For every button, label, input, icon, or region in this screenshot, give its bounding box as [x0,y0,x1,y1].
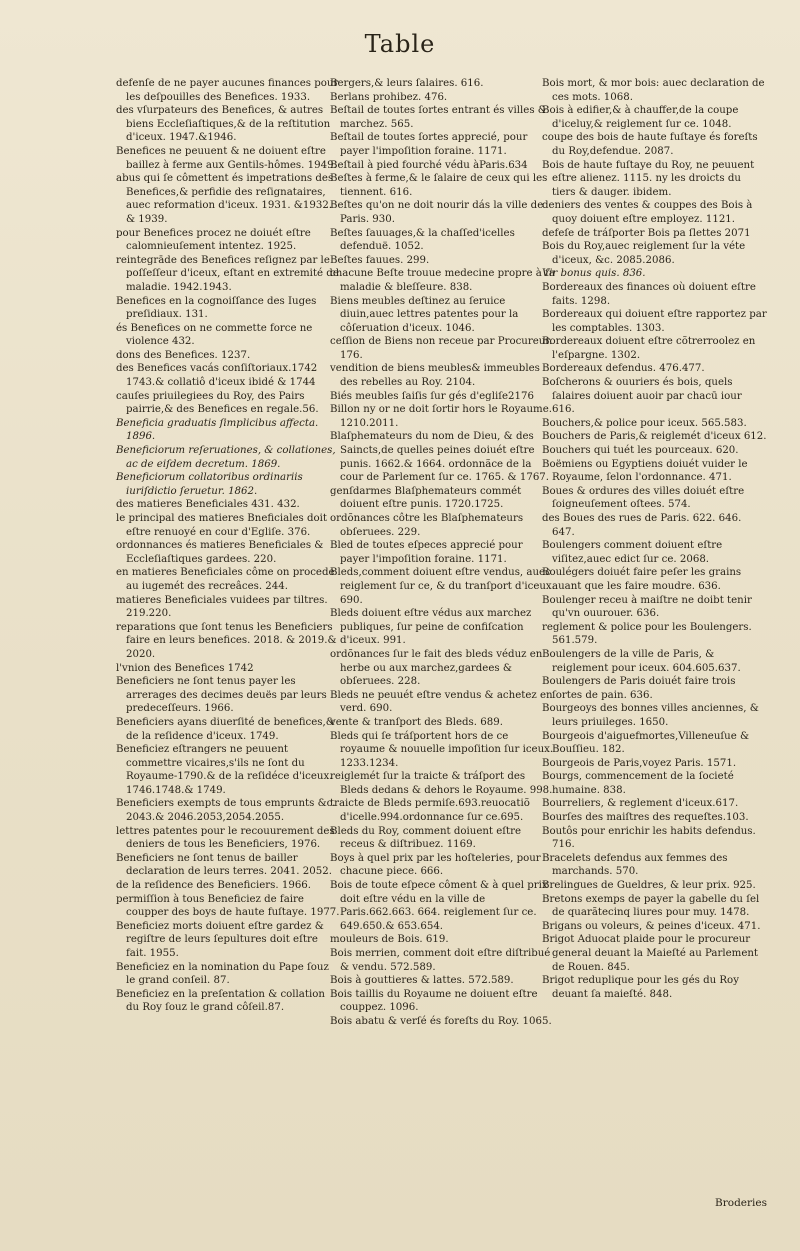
index-entry: és Benefices on ne commette force ne violence 432. [116,322,313,348]
index-entry: Biens meubles deſtinez au ſeruice diuin,auec lettres patentes pour la côſeruation d'iceux. 1046. [330,295,519,334]
index-entry: reiglemét ſur la traicte & tráſport des Bleds dedans & dehors le Royaume. 998. [330,771,553,796]
index-entry: ordõnances ſur le fait des bleds véduz en herbe ou aux marchez,gardees & obſeruees. 228. [330,648,543,688]
index-entry: Bouchers,& police pour iceux. 565.583. [542,417,747,429]
index-entry: Vir bonus quis. 836. [542,268,646,280]
index-column-1 [116,77,341,1015]
index-entry: Boues & ordures des villes doiuét eſtre ſoigneuſement oſtees. 574. [542,485,745,511]
index-entry: ceſſion de Biens non receue par Procureur. 176. [330,336,553,361]
index-entry: Beſtail de toutes ſortes apprecié, pour payer l'impoſition foraine. 1171. [330,132,528,157]
index-entry: en matieres Beneficiales côme on procede au iugemét des recreâces. 244. [116,567,335,592]
index-entry: de la reſidence des Beneficiers. 1966. [116,880,312,892]
index-entry: Bordereaux qui doiuent eſtre rapportez par les comptables. 1303. [542,309,767,334]
index-entry: Boëmiens ou Egyptiens doiuét vuider le Royaume, ſelon l'ordonnance. 471. [542,458,748,484]
index-entry: Boys à quel prix par les hoſteleries, pour chacune piece. 666. [330,852,541,878]
index-entry: Bois de haute fuſtaye du Roy, ne peuuent eſtre alienez. 1115. ny les droicts du tiers & dauger. ibidem. [542,159,755,198]
index-entry: Boulengers de la ville de Paris, & reiglement pour iceux. 604.605.637. [542,648,741,674]
index-entry: Billon ny or ne doit ſortir hors le Royaume. 1210.2011. [330,404,552,429]
index-entry: Boſcherons & ouuriers és bois, quels ſalaires doiuent auoir par chacū iour 616. [542,377,742,416]
index-entry: cauſes priuilegiees du Roy, des Pairs pairrie,& des Benefices en regale.56. [116,390,319,416]
index-entry: Bordereaux doiuent eſtre cõtrerroolez en l'eſpargne. 1302. [542,336,756,361]
index-entry: des matieres Beneficiales 431. 432. [116,499,300,511]
index-entry: reparations que ſont tenus les Beneficiers faire en leurs benefices. 2018. & 2019.& 2020. [116,621,337,660]
index-entry: reglement & police pour les Boulengers. 561.579. [542,621,752,647]
index-entry: Boulengers de Paris doiuét faire trois ſortes de pain. 636. [542,676,736,701]
index-entry: Blaſphemateurs du nom de Dieu, & des Saincts,de quelles peines doiuét eſtre punis. 1662.& 1664. ordonnãce de la cour de Parlement ſur ce. 1765. & 1767. [330,431,550,484]
index-entry: chacune Beſte trouue medecine propre à ſa maladie & bleſſeure. 838. [330,268,555,293]
index-entry: Beneficiers ayans diuerſité de benefices,& de la reſidence d'iceux. 1749. [116,716,335,742]
index-entry: defenſe de ne payer aucunes finances pour les deſpouilles des Benefices. 1933. [116,78,339,103]
catchword: Broderies [715,1197,767,1209]
index-entry: Beneficiers exempts de tous emprunts &c. 2043.& 2046.2053,2054.2055. [116,798,336,824]
index-entry: Bleds ne peuuét eſtre vendus & achetez en verd. 690. [330,689,553,715]
index-entry: Boulenger receu à maiſtre ne doibt tenir qu'vn ouurouer. 636. [542,594,752,620]
index-entry: des Boues des rues de Paris. 622. 646. 647. [542,513,742,538]
index-entry: Beneficiers ne ſont tenus de bailler declaration de leurs terres. 2041. 2052. [116,852,332,878]
index-entry: vente & tranſport des Bleds. 689. [330,716,503,728]
index-entry: Brigot Aduocat plaide pour le procureur general deuant la Maieſté au Parlement de Rouen. 845. [542,934,758,973]
index-entry: genſdarmes Blaſphemateurs commét doiuent eſtre punis. 1720.1725. [330,485,522,511]
index-entry: Brelingues de Gueldres, & leur prix. 925. [542,880,756,892]
index-entry: Boulégers doiuét faire peſer les grains auant que les faire moudre. 636. [542,567,742,592]
index-entry: ordõnances côtre les Blaſphemateurs obſeruees. 229. [330,513,524,538]
index-entry: le principal des matieres Bneficiales doit eſtre renuoyé en cour d'Egliſe. 376. [116,513,327,538]
index-entry: Bois à gouttieres & lattes. 572.589. [330,975,514,987]
index-entry: mouleurs de Bois. 619. [330,934,449,946]
page-header: Table [364,30,436,58]
index-entry: matieres Beneficiales vuidees par tiltres. 219.220. [116,594,328,620]
index-entry: Bois mort, & mor bois: auec declaration de ces mots. 1068. [542,78,765,103]
index-entry: des Benefices vacás conſiſtoriaux.1742 1743.& collatiô d'iceux ibidé & 1744 [116,363,318,389]
index-entry: ordonnances és matieres Beneficiales & Eccleſiaſtiques gardees. 220. [116,540,324,565]
index-entry: Bouchers qui tuét les pourceaux. 620. [542,445,739,457]
index-entry: Bleds qui ſe tráſportent hors de ce royaume & nouuelle impoſition ſur iceux. 1233.1234. [330,730,554,769]
index-entry: Bordereaux defendus. 476.477. [542,363,705,375]
index-entry: Bourgeois de Paris,voyez Paris. 1571. [542,757,737,769]
index-entry: Bouchers de Paris,& reiglemét d'iceux 612. [542,431,767,443]
index-entry: Beneficiorum reſeruationes, & collationes, ac de eiſdem decretum. 1869. [116,445,336,470]
index-entry: Bleds,comment doiuent eſtre vendus, auec reiglement ſur ce, & du tranſport d'iceux. 690. [330,567,555,606]
index-entry: Beneficiez en la nomination du Pape ſouz le grand conſeil. 87. [116,961,329,987]
index-entry: l'vnion des Benefices 1742 [116,662,254,674]
index-entry: Bleds doiuent eſtre védus aux marchez publiques, ſur peine de confiſcation d'iceux. 991. [330,608,532,647]
index-entry: permiſſion à tous Beneficiez de faire coupper des boys de haute fuſtaye. 1977. [116,893,340,919]
index-entry: dons des Benefices. 1237. [116,349,251,361]
index-entry: Bretons exemps de payer la gabelle du ſel de quarãtecinq liures pour muy. 1478. [542,893,760,919]
index-entry: Boutôs pour enrichir les habits defendus. 716. [542,825,756,851]
index-entry: Bordereaux des finances où doiuent eſtre faits. 1298. [542,281,756,307]
index-entry: Beſtail à pied fourché védu àParis.634 [330,159,528,171]
index-entry: pour Benefices procez ne doiuét eſtre calomnieuſement intentez. 1925. [116,227,311,253]
index-entry: Bourgs, commencement de la ſocieté humaine. 838. [542,771,734,796]
index-entry: Brigot reduplique pour les gés du Roy deuant ſa maieſté. 848. [542,975,739,1000]
index-entry: Bois taillis du Royaume ne doiuent eſtre couppez. 1096. [330,988,538,1014]
index-entry: Beſtes fauues. 299. [330,254,430,266]
index-entry: Brigans ou voleurs, & peines d'iceux. 471. [542,920,761,932]
index-entry: Bled de toutes eſpeces apprecié pour payer l'impoſition foraine. 1171. [330,540,523,565]
index-entry: Bracelets defendus aux femmes des marchands. 570. [542,852,728,878]
index-entry: Beneficiorum collatoribus ordinariis iuriſdictio ſeruetur. 1862. [116,472,303,497]
index-entry: abus qui ſe cômettent és impetrations des Benefices,& perfidie des reſignataires, auec reformation d'iceux. 1931. &1932. & 1939. [116,173,334,225]
index-entry: Beneficiez eſtrangers ne peuuent commettre vicaires,s'ils ne ſont du Royaume-1790.& de la reſidéce d'iceux. 1746.1748.& 1749. [116,744,333,796]
index-entry: Bois merrien, comment doit eſtre diſtribué & vendu. 572.589. [330,948,551,973]
index-entry: traicte de Bleds permiſe.693.reuocatiõ d'icelle.994.ordonnance ſur ce.695. [330,798,530,824]
index-entry: coupe des bois de haute fuſtaye és foreſts du Roy,defendue. 2087. [542,132,758,157]
index-entry: des vſurpateurs des Benefices, & autres biens Eccleſiaſtiques,& de la reſtitution d'iceux. 1947.&1946. [116,105,331,144]
index-entry: Beneficiers ne ſont tenus payer les arrerages des decimes deuës par leurs predeceſſeurs. 1966. [116,676,327,715]
index-entry: Biés meubles ſaiſis ſur gés d'egliſe2176 [330,390,534,402]
index-entry: Beneficia graduatis ſimplicibus affecta. 1896. [116,417,319,443]
index-entry: Beſtes à ferme,& le ſalaire de ceux qui les tiennent. 616. [330,173,548,198]
index-entry: Beneficiez morts doiuent eſtre gardez & regiſtre de leurs ſepultures doit eſtre fait. 1955. [116,920,324,959]
index-entry: Bourgeois d'aiguefmortes,Villeneuſue & Bouſſieu. 182. [542,730,750,756]
index-entry: Benefices en la cognoiſſance des Iuges preſidiaux. 131. [116,295,317,321]
index-entry: Bourgeoys des bonnes villes anciennes, & leurs priuileges. 1650. [542,703,759,728]
index-entry: Beſtes qu'on ne doit nourir dás la ville de Paris. 930. [330,200,544,225]
index-entry: Bois du Roy,auec reiglement ſur la véte d'iceux, &c. 2085.2086. [542,241,746,266]
index-entry: Bourſes des maiſtres des requeſtes.103. [542,812,749,824]
index-entry: reintegrāde des Benefices reſignez par le poſſeſſeur d'iceux, eſtant en extremité de maladie. 1942.1943. [116,254,339,293]
index-entry: Bois abatu & verſé és foreſts du Roy. 1065. [330,1015,552,1027]
index-column-2 [330,77,555,1029]
index-entry: Benefices ne peuuent & ne doiuent eſtre baillez à ferme aux Gentils-hômes. 1949. [116,145,337,171]
index-entry: Beſtail de toutes ſortes entrant és villes & marchez. 565. [330,105,547,130]
index-entry: Bois de toute eſpece côment & à quel prix doit eſtre védu en la ville de Paris.662.663. 664. reiglement ſur ce. 649.650.& 653.654. [330,880,548,932]
index-entry: Bergers,& leurs ſalaires. 616. [330,78,484,89]
index-entry: Berlans prohibez. 476. [330,91,448,103]
index-entry: defeſe de tráſporter Bois pa ſlettes 2071 [542,227,751,239]
index-entry: Bois à edifier,& à chauffer,de la coupe d'iceluy,& reiglement ſur ce. 1048. [542,105,739,130]
index-entry: Boulengers comment doiuent eſtre viſitez,auec edict ſur ce. 2068. [542,540,723,565]
index-entry: vendition de biens meubles& immeubles des rebelles au Roy. 2104. [330,363,540,389]
index-entry: deniers des ventes & couppes des Bois à quoy doiuent eſtre employez. 1121. [542,200,753,225]
index-entry: Bourreliers, & reglement d'iceux.617. [542,798,739,810]
index-entry: lettres patentes pour le recouurement des deniers de tous les Beneficiers, 1976. [116,825,335,851]
index-entry: Beſtes ſauuages,& la chaſſed'icelles defenduë. 1052. [330,227,515,253]
index-column-3 [542,77,767,1001]
index-entry: Bleds du Roy, comment doiuent eſtre receus & diſtribuez. 1169. [330,825,522,851]
index-entry: Beneficiez en la preſentation & collation du Roy ſouz le grand côſeil.87. [116,988,325,1014]
